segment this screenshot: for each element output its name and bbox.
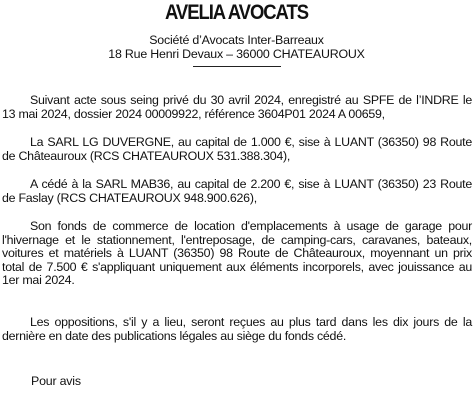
paragraph-buyer: A cédé à la SARL MAB36, au capital de 2.200 €, sise à LUANT (36350) 23 Route de Faslay (RCS CHATEAUROUX 948.900.626), xyxy=(2,177,472,205)
firm-name: AVELIA AVOCATS xyxy=(165,1,308,24)
paragraph-business: Son fonds de commerce de location d'emplacements à usage de garage pour l'hivernage et le stationnement, l'entreposage, de camping-cars, caravanes, bateaux, voitures et matériels à LUANT (36350) 98 Route de Châteauroux, moyennant un prix total de 7.500 € s'appliquant uniquement aux éléments incorporels, avec jouissance au 1er mai 2024. xyxy=(2,219,472,287)
paragraph-oppositions: Les oppositions, s'il y a lieu, seront reçues au plus tard dans les dix jours de la dernière en date des publications légales au siège du fonds cédé. xyxy=(2,315,472,343)
paragraph-deed: Suivant acte sous seing privé du 30 avril 2024, enregistré au SPFE de l’INDRE le 13 mai 2024, dossier 2024 00009922, référence 3604P01 2024 A 00659, xyxy=(2,93,472,121)
firm-address: 18 Rue Henri Devaux – 36000 CHATEAUROUX xyxy=(108,47,365,61)
paragraph-seller: La SARL LG DUVERGNE, au capital de 1.000 €, sise à LUANT (36350) 98 Route de Châteauroux (RCS CHATEAUROUX 531.388.304), xyxy=(2,135,472,163)
header-divider xyxy=(193,66,281,67)
closing-text: Pour avis xyxy=(31,374,81,388)
firm-type: Société d’Avocats Inter-Barreaux xyxy=(149,33,324,47)
